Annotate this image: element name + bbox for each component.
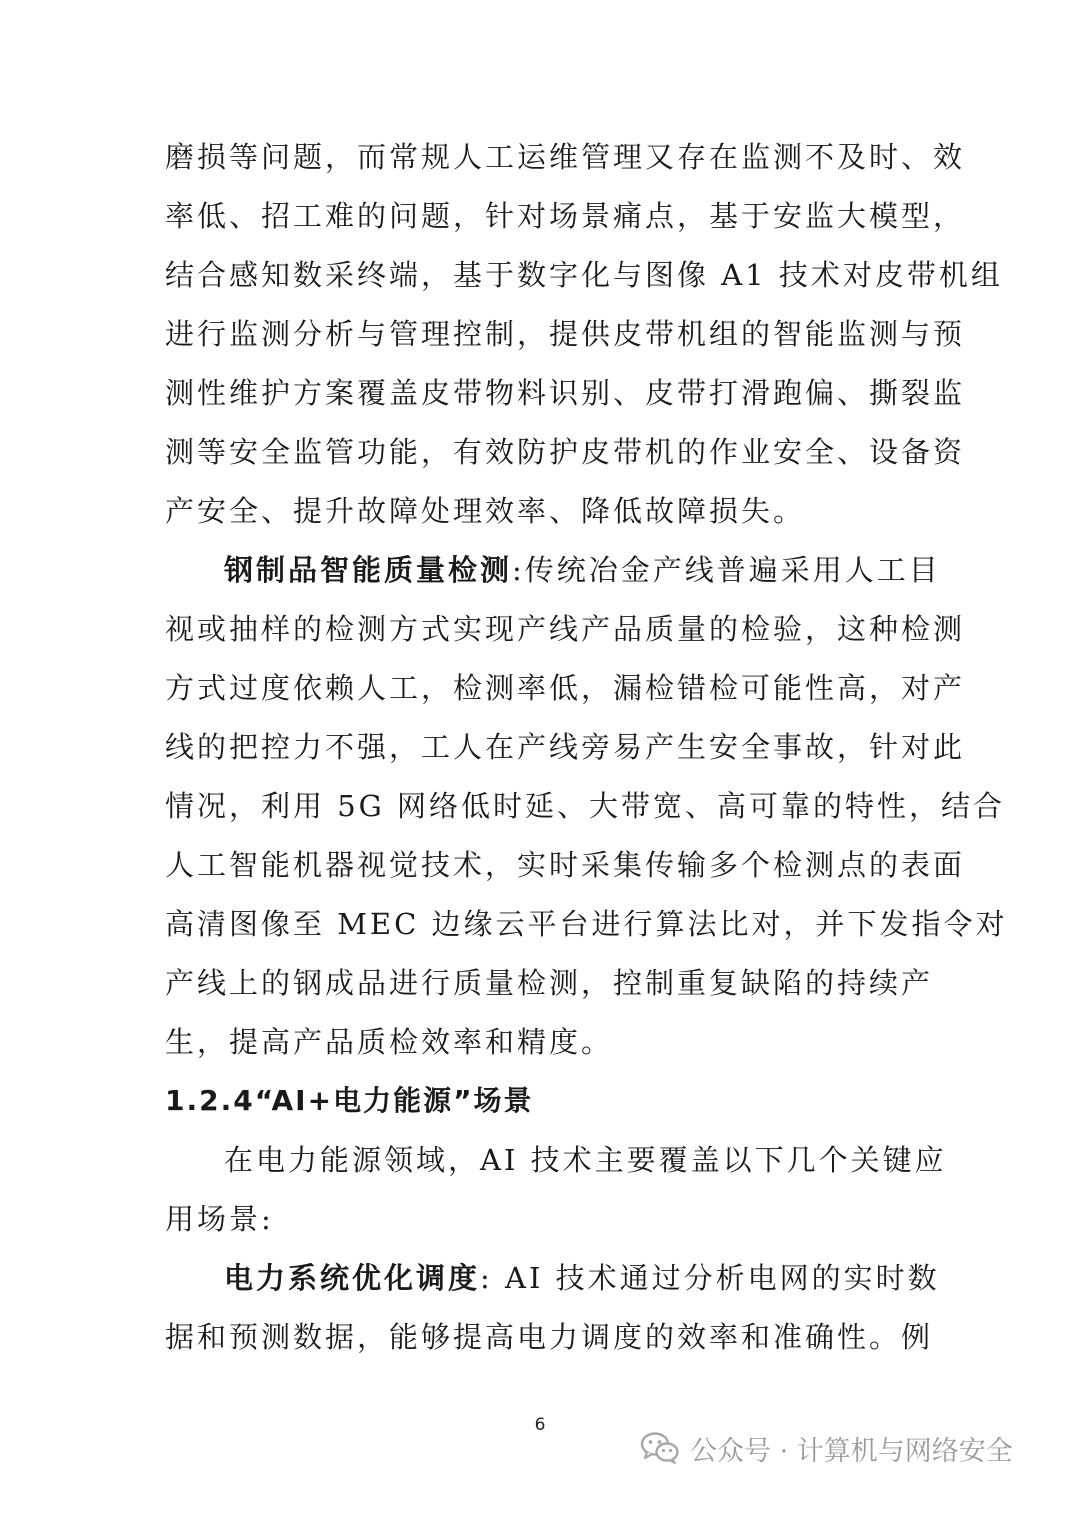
paragraph-2-line-9: 生，提高产品质检效率和精度。	[165, 1025, 614, 1059]
paragraph-3-line-1: 在电力能源领域，AI 技术主要覆盖以下几个关键应	[224, 1143, 947, 1177]
paragraph-2-line-2: 视或抽样的检测方式实现产线产品质量的检验，这种检测	[165, 612, 966, 646]
wechat-icon	[640, 1431, 680, 1465]
paragraph-1-line-5: 测性维护方案覆盖皮带物料识别、皮带打滑跑偏、撕裂监	[165, 376, 966, 410]
paragraph-2-first-rest: :传统冶金产线普遍采用人工目	[512, 553, 941, 587]
paragraph-4-line-1	[224, 1258, 940, 1298]
paragraph-2-line-5: 情况，利用 5G 网络低时延、大带宽、高可靠的特性，结合	[165, 789, 1006, 823]
section-heading: 1.2.4“AI+电力能源”场景	[165, 1084, 534, 1117]
paragraph-1-line-7: 产安全、提升故障处理效率、降低故障损失。	[165, 494, 806, 528]
paragraph-2-line-8: 产线上的钢成品进行质量检测，控制重复缺陷的持续产	[165, 966, 934, 1000]
paragraph-4-line-2: 据和预测数据，能够提高电力调度的效率和准确性。例	[165, 1320, 934, 1354]
paragraph-1-line-2: 率低、招工难的问题，针对场景痛点，基于安监大模型，	[165, 199, 966, 233]
paragraph-1-line-6: 测等安全监管功能，有效防护皮带机的作业安全、设备资	[165, 435, 966, 469]
paragraph-2-line-4: 线的把控力不强，工人在产线旁易产生安全事故，针对此	[165, 730, 966, 764]
paragraph-2-line-3: 方式过度依赖人工，检测率低，漏检错检可能性高，对产	[165, 671, 966, 705]
watermark	[640, 1426, 1013, 1470]
paragraph-1-line-4: 进行监测分析与管理控制，提供皮带机组的智能监测与预	[165, 317, 966, 351]
paragraph-2-line-6: 人工智能机器视觉技术，实时采集传输多个检测点的表面	[165, 848, 966, 882]
paragraph-2-line-7: 高清图像至 MEC 边缘云平台进行算法比对，并下发指令对	[165, 907, 1008, 941]
paragraph-3-line-2: 用场景:	[165, 1202, 274, 1236]
paragraph-1-line-3: 结合感知数采终端，基于数字化与图像 A1 技术对皮带机组	[165, 258, 1003, 292]
paragraph-2-line-1	[224, 550, 941, 590]
watermark-text: 公众号 · 计算机与网络安全	[690, 1435, 1013, 1467]
page-number: 6	[534, 1415, 546, 1435]
paragraph-2-term: 钢制品智能质量检测	[224, 553, 513, 587]
paragraph-1-line-1: 磨损等问题，而常规人工运维管理又存在监测不及时、效	[165, 140, 966, 174]
paragraph-4-term: 电力系统优化调度	[224, 1261, 481, 1295]
paragraph-4-first-rest: : AI 技术通过分析电网的实时数	[480, 1261, 940, 1295]
